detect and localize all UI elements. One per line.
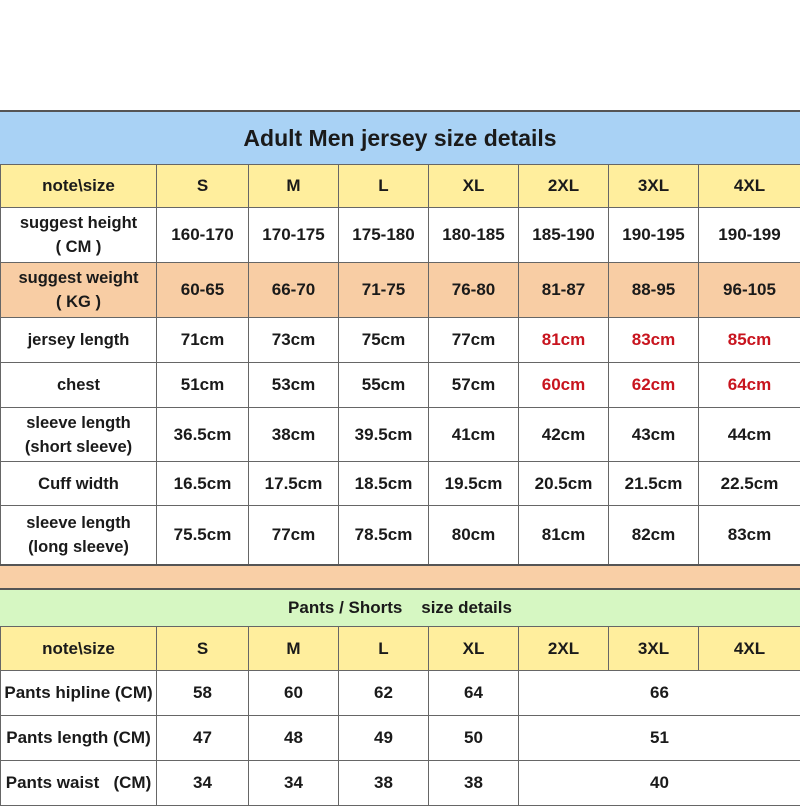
value-cell-highlighted: 81cm [519, 318, 609, 363]
value-cell: 185-190 [519, 208, 609, 263]
header-cell-xl: XL [429, 165, 519, 208]
header-cell-xl: XL [429, 627, 519, 671]
value-cell: 60-65 [157, 263, 249, 318]
row-label-line1: sleeve length [1, 511, 156, 535]
header-cell-4xl: 4XL [699, 627, 800, 671]
value-cell: 49 [339, 716, 429, 761]
row-pants-waist [1, 761, 800, 806]
row-label-line2: ( CM ) [1, 235, 156, 259]
value-cell: 43cm [609, 408, 699, 462]
value-cell: 47 [157, 716, 249, 761]
value-cell: 82cm [609, 506, 699, 565]
header-cell-3xl: 3XL [609, 165, 699, 208]
value-cell: 51cm [157, 363, 249, 408]
value-cell: 78.5cm [339, 506, 429, 565]
value-cell: 66-70 [249, 263, 339, 318]
header-cell-2xl: 2XL [519, 165, 609, 208]
value-cell: 34 [249, 761, 339, 806]
value-cell: 75.5cm [157, 506, 249, 565]
row-label-line1: suggest height [1, 211, 156, 235]
section-divider [0, 564, 800, 590]
row-label: chest [1, 363, 157, 408]
value-cell: 73cm [249, 318, 339, 363]
row-label-line2: (short sleeve) [1, 435, 156, 459]
value-cell: 17.5cm [249, 462, 339, 506]
value-cell-highlighted: 62cm [609, 363, 699, 408]
row-chest [1, 363, 800, 408]
value-cell: 38cm [249, 408, 339, 462]
row-label: Pants waist (CM) [1, 761, 157, 806]
header-cell-l: L [339, 627, 429, 671]
value-cell: 16.5cm [157, 462, 249, 506]
value-cell: 160-170 [157, 208, 249, 263]
value-cell: 81cm [519, 506, 609, 565]
value-cell: 175-180 [339, 208, 429, 263]
header-cell-2xl: 2XL [519, 627, 609, 671]
row-pants-length [1, 716, 800, 761]
header-cell-note-size: note\size [1, 627, 157, 671]
pants-header-row [1, 627, 800, 671]
row-label: Pants length (CM) [1, 716, 157, 761]
value-cell: 170-175 [249, 208, 339, 263]
value-cell: 53cm [249, 363, 339, 408]
value-cell: 80cm [429, 506, 519, 565]
value-cell: 190-195 [609, 208, 699, 263]
row-cuff-width [1, 462, 800, 506]
row-label-line2: ( KG ) [1, 290, 156, 314]
value-cell: 77cm [249, 506, 339, 565]
value-cell: 34 [157, 761, 249, 806]
value-cell: 71cm [157, 318, 249, 363]
value-cell: 60 [249, 671, 339, 716]
value-cell: 50 [429, 716, 519, 761]
value-cell-highlighted: 60cm [519, 363, 609, 408]
value-cell-highlighted: 85cm [699, 318, 800, 363]
value-cell: 55cm [339, 363, 429, 408]
value-cell: 41cm [429, 408, 519, 462]
value-cell-merged: 51 [519, 716, 800, 761]
row-label-line2: (long sleeve) [1, 535, 156, 559]
header-cell-3xl: 3XL [609, 627, 699, 671]
row-label [1, 408, 157, 462]
header-cell-l: L [339, 165, 429, 208]
row-label [1, 506, 157, 565]
row-label: Cuff width [1, 462, 157, 506]
row-pants-hipline [1, 671, 800, 716]
value-cell: 83cm [699, 506, 800, 565]
row-label: Pants hipline (CM) [1, 671, 157, 716]
value-cell: 38 [429, 761, 519, 806]
value-cell: 21.5cm [609, 462, 699, 506]
value-cell: 36.5cm [157, 408, 249, 462]
value-cell: 71-75 [339, 263, 429, 318]
row-suggest-weight [1, 263, 800, 318]
value-cell: 64 [429, 671, 519, 716]
value-cell: 44cm [699, 408, 800, 462]
value-cell-merged: 66 [519, 671, 800, 716]
value-cell: 62 [339, 671, 429, 716]
value-cell: 38 [339, 761, 429, 806]
jersey-header-row [1, 165, 800, 208]
row-suggest-height [1, 208, 800, 263]
value-cell: 88-95 [609, 263, 699, 318]
value-cell: 96-105 [699, 263, 800, 318]
value-cell: 19.5cm [429, 462, 519, 506]
row-label [1, 208, 157, 263]
header-cell-m: M [249, 165, 339, 208]
value-cell: 58 [157, 671, 249, 716]
value-cell: 22.5cm [699, 462, 800, 506]
value-cell-merged: 40 [519, 761, 800, 806]
pants-table-title [0, 590, 800, 626]
pants-title-text: Pants / Shorts size details [288, 598, 512, 618]
value-cell-highlighted: 83cm [609, 318, 699, 363]
jersey-table-title: Adult Men jersey size details [0, 110, 800, 164]
row-sleeve-length-short [1, 408, 800, 462]
row-label [1, 263, 157, 318]
value-cell: 42cm [519, 408, 609, 462]
row-label-line1: suggest weight [1, 266, 156, 290]
header-cell-s: S [157, 165, 249, 208]
row-jersey-length [1, 318, 800, 363]
value-cell: 76-80 [429, 263, 519, 318]
value-cell: 180-185 [429, 208, 519, 263]
header-cell-4xl: 4XL [699, 165, 800, 208]
value-cell: 190-199 [699, 208, 800, 263]
value-cell: 48 [249, 716, 339, 761]
row-label-line1: sleeve length [1, 411, 156, 435]
header-cell-m: M [249, 627, 339, 671]
value-cell-highlighted: 64cm [699, 363, 800, 408]
value-cell: 57cm [429, 363, 519, 408]
value-cell: 75cm [339, 318, 429, 363]
value-cell: 18.5cm [339, 462, 429, 506]
value-cell: 81-87 [519, 263, 609, 318]
row-sleeve-length-long [1, 506, 800, 565]
pants-size-table [0, 626, 800, 806]
value-cell: 77cm [429, 318, 519, 363]
value-cell: 20.5cm [519, 462, 609, 506]
value-cell: 39.5cm [339, 408, 429, 462]
header-cell-s: S [157, 627, 249, 671]
header-cell-note-size: note\size [1, 165, 157, 208]
jersey-size-table [0, 164, 800, 565]
row-label: jersey length [1, 318, 157, 363]
